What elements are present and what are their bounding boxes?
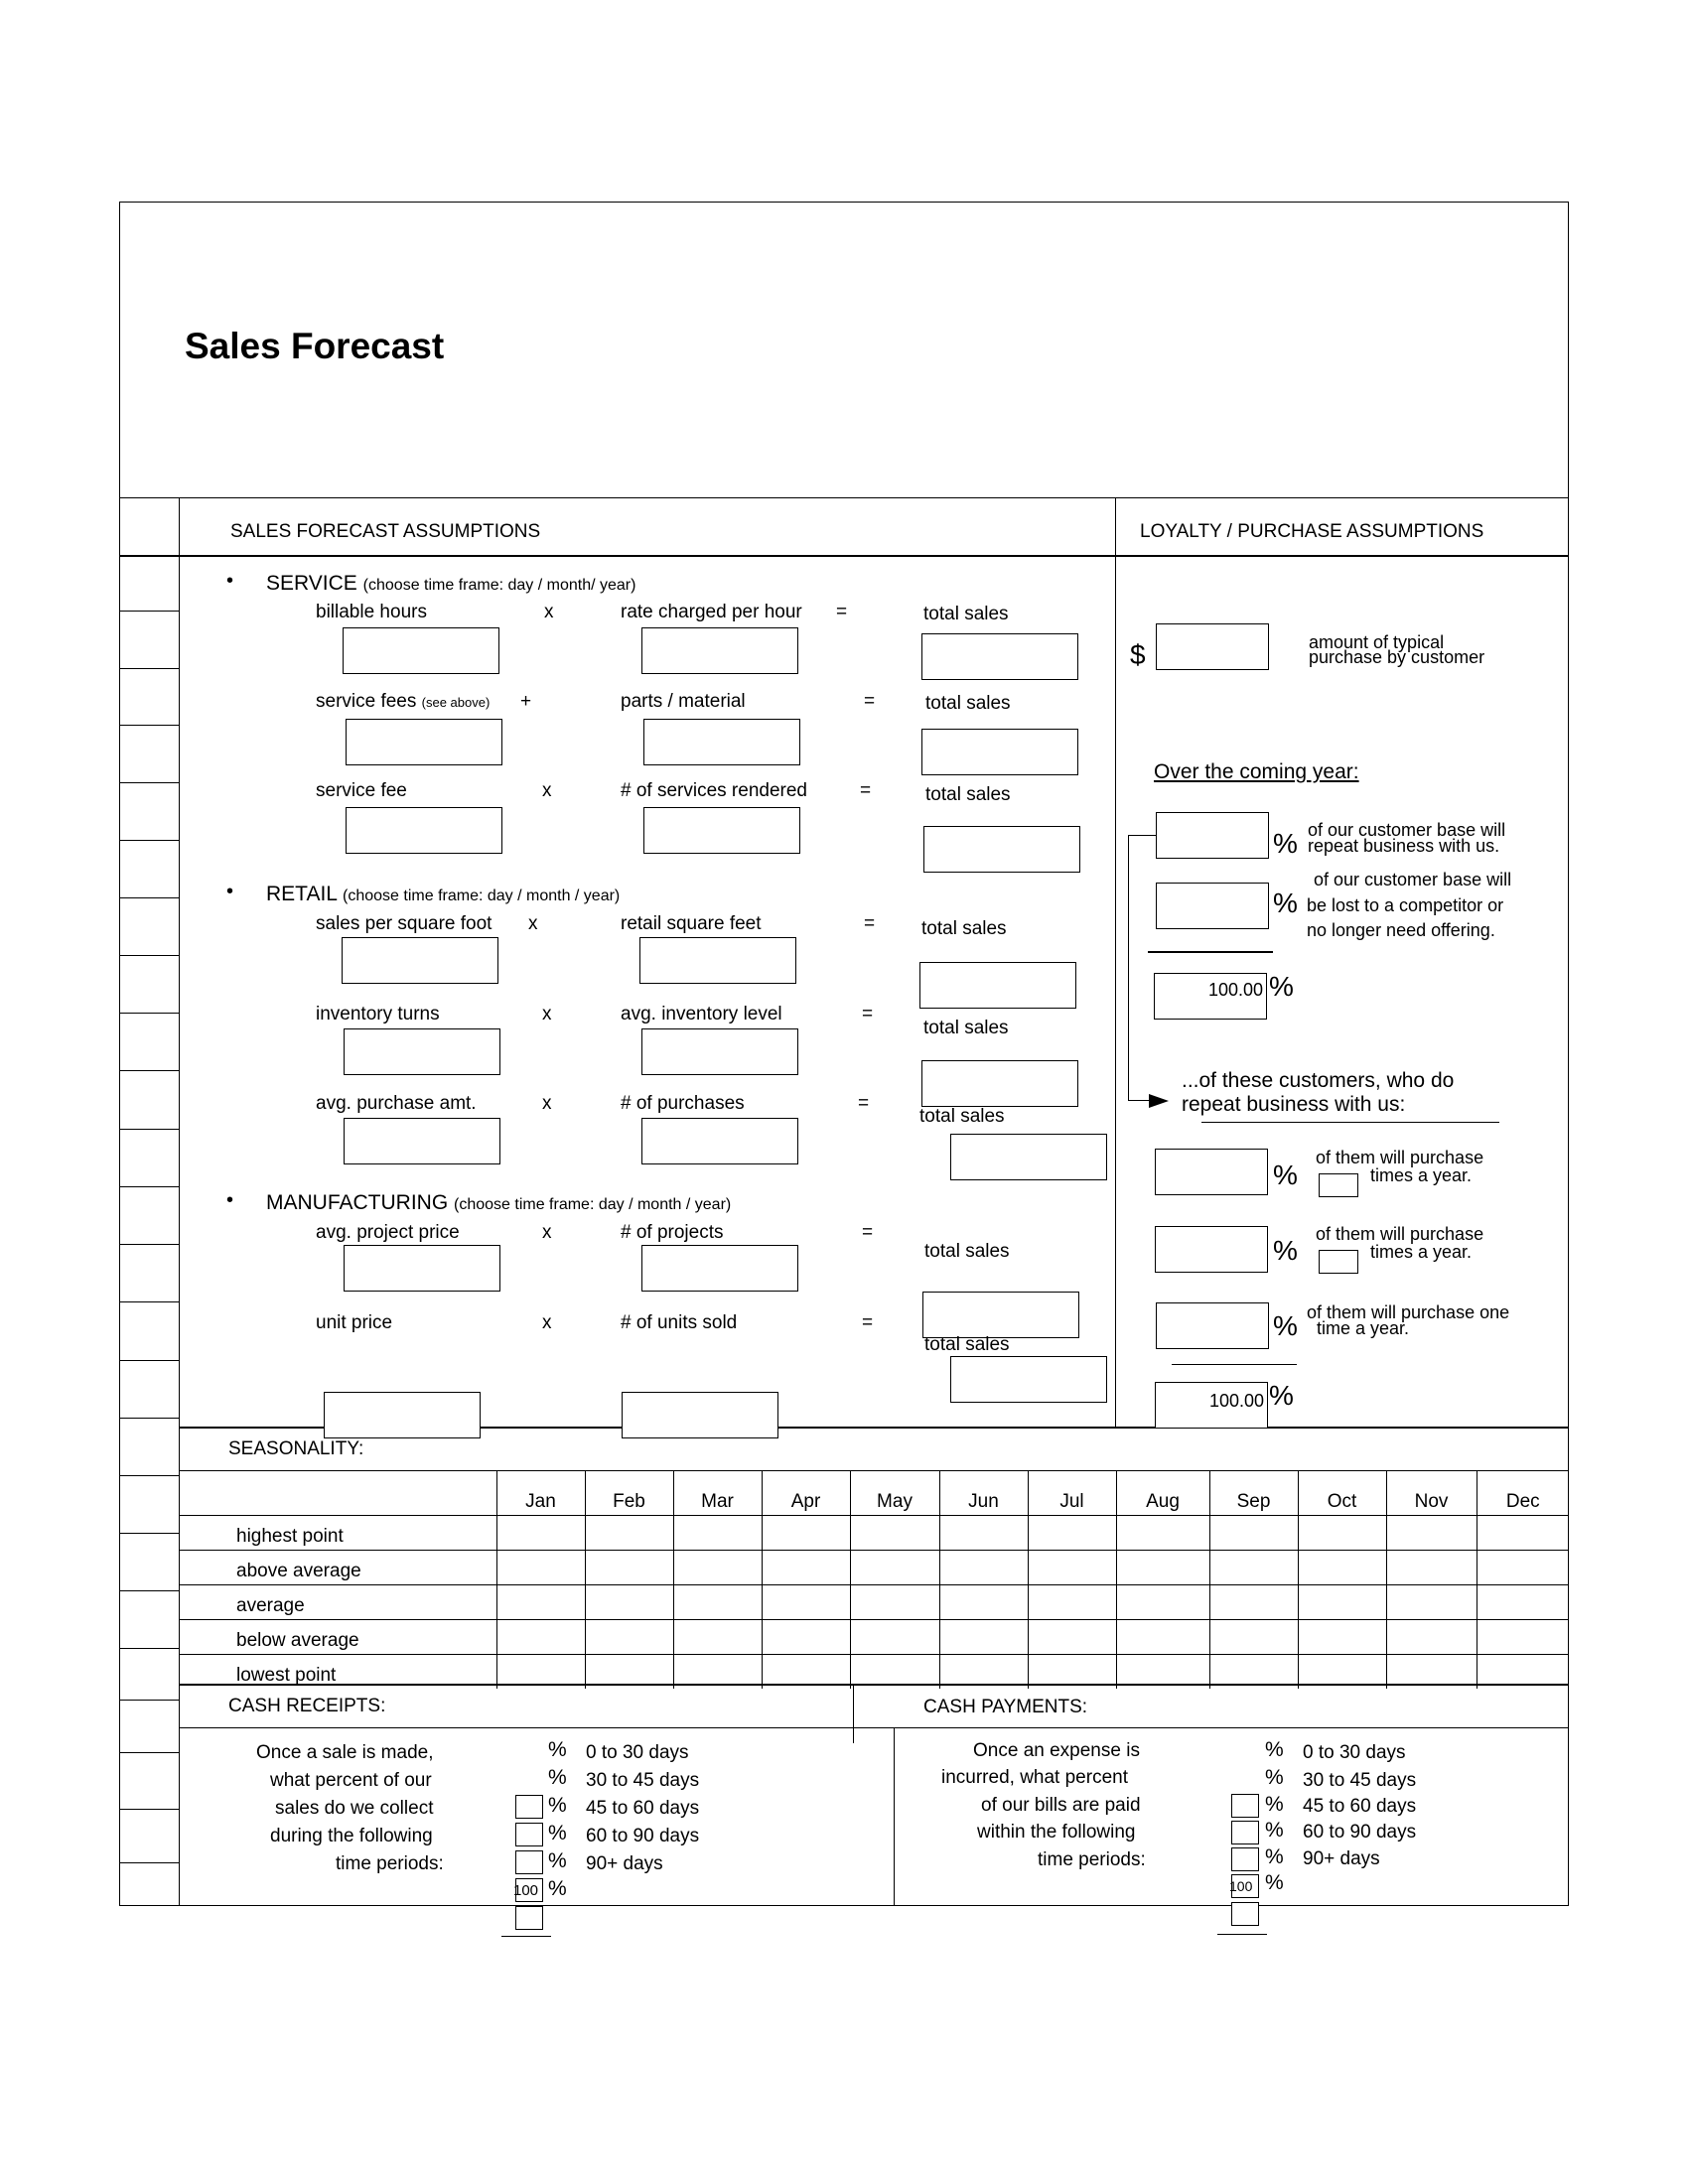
season-cell[interactable] <box>673 1516 762 1551</box>
month-header: Nov <box>1386 1470 1477 1516</box>
season-cell[interactable] <box>496 1585 585 1620</box>
season-cell[interactable] <box>762 1620 850 1655</box>
operator: x <box>542 1222 552 1243</box>
pct-sign: % <box>1265 1766 1284 1789</box>
page-title: Sales Forecast <box>185 326 445 366</box>
projects-input[interactable] <box>641 1245 798 1292</box>
inventory-level-input[interactable] <box>641 1028 798 1075</box>
inventory-turns-input[interactable] <box>344 1028 500 1075</box>
table-row <box>179 1655 1569 1690</box>
inventory-total-sales-input[interactable] <box>921 1060 1078 1107</box>
season-cell[interactable] <box>1028 1551 1116 1585</box>
payments-text-2: incurred, what percent <box>941 1767 1128 1788</box>
total-sales-label: total sales <box>924 1241 1010 1262</box>
services-rendered-input[interactable] <box>643 807 800 854</box>
service-fees-input[interactable] <box>346 719 502 765</box>
table-row <box>179 1620 1569 1655</box>
margin-tick <box>119 1070 179 1071</box>
season-cell[interactable] <box>850 1585 939 1620</box>
header-top-rule <box>119 497 1569 498</box>
receipts-text-2: what percent of our <box>270 1770 432 1791</box>
receipts-period: 90+ days <box>586 1853 663 1874</box>
season-cell[interactable] <box>496 1620 585 1655</box>
season-cell[interactable] <box>850 1551 939 1585</box>
service-label-text: SERVICE <box>266 572 357 595</box>
pct-sign: % <box>1269 971 1294 1002</box>
purchase-c-text-1: of them will purchase one <box>1307 1302 1510 1322</box>
receipt-pct-input[interactable] <box>515 1823 543 1846</box>
receipt-pct-input[interactable] <box>515 1906 543 1930</box>
operator: x <box>528 913 538 934</box>
typical-purchase-input[interactable] <box>1156 623 1269 670</box>
sum-rule <box>1217 1934 1267 1935</box>
season-cell[interactable] <box>1116 1655 1209 1690</box>
season-cell[interactable] <box>673 1655 762 1690</box>
payment-pct-input[interactable] <box>1231 1794 1259 1818</box>
bullet: • <box>226 881 234 902</box>
season-cell[interactable] <box>1116 1516 1209 1551</box>
season-cell[interactable] <box>1477 1655 1569 1690</box>
month-header: Jun <box>939 1470 1028 1516</box>
purchase-a-times-input[interactable] <box>1319 1173 1358 1197</box>
receipts-text-4: during the following <box>270 1826 433 1846</box>
season-cell[interactable] <box>585 1551 673 1585</box>
pct-sign: % <box>548 1794 567 1817</box>
loyalty-assumptions-header: LOYALTY / PURCHASE ASSUMPTIONS <box>1140 521 1484 542</box>
margin-tick <box>119 1752 179 1753</box>
cash-header-rule <box>179 1727 1569 1728</box>
operator: x <box>544 602 554 622</box>
margin-tick <box>119 1418 179 1419</box>
margin-tick <box>119 1301 179 1302</box>
of-these-text-1: ...of these customers, who do <box>1182 1069 1455 1092</box>
repeat-text-1: of our customer base will <box>1308 820 1506 840</box>
loyalty-divider <box>1115 497 1116 1427</box>
lost-pct-input[interactable] <box>1156 883 1269 929</box>
purchases-total-sales-input[interactable] <box>950 1134 1107 1180</box>
table-row <box>179 1516 1569 1551</box>
pct-sign: % <box>1265 1793 1284 1816</box>
season-cell[interactable] <box>1298 1516 1386 1551</box>
margin-tick <box>119 1475 179 1476</box>
pct-sign: % <box>548 1822 567 1844</box>
month-header: Jul <box>1028 1470 1116 1516</box>
payments-period: 90+ days <box>1303 1848 1380 1869</box>
units-total-sales-input[interactable] <box>950 1356 1107 1403</box>
receipts-text-1: Once a sale is made, <box>256 1742 434 1763</box>
operator: x <box>542 780 552 801</box>
dollar-sign: $ <box>1130 639 1146 670</box>
purchase-total-value: 100.00 <box>1208 1391 1264 1411</box>
season-cell[interactable] <box>585 1620 673 1655</box>
equals: = <box>862 1312 874 1333</box>
season-cell[interactable] <box>1028 1620 1116 1655</box>
bracket-bottom <box>1128 1100 1150 1101</box>
payment-pct-input[interactable] <box>1231 1902 1259 1926</box>
over-coming-year: Over the coming year: <box>1154 760 1359 783</box>
season-cell[interactable] <box>1298 1551 1386 1585</box>
row-label: below average <box>179 1620 496 1655</box>
margin-tick <box>119 1244 179 1245</box>
purchase-a-pct-input[interactable] <box>1155 1149 1268 1195</box>
billable-hours-input[interactable] <box>343 627 499 674</box>
season-cell[interactable] <box>585 1585 673 1620</box>
month-header: Apr <box>762 1470 850 1516</box>
payments-text-1: Once an expense is <box>973 1740 1140 1761</box>
payment-pct-input[interactable] <box>1231 1847 1259 1871</box>
receipts-period: 45 to 60 days <box>586 1798 700 1819</box>
month-header: May <box>850 1470 939 1516</box>
operator: + <box>520 691 532 712</box>
total-sales-label: total sales <box>924 1334 1010 1355</box>
purchase-b-pct-input[interactable] <box>1155 1226 1268 1273</box>
receipts-text-3: sales do we collect <box>275 1798 434 1819</box>
season-cell[interactable] <box>1028 1516 1116 1551</box>
total-sales-label: total sales <box>919 1106 1005 1127</box>
pct-sign: % <box>1265 1871 1284 1894</box>
season-cell[interactable] <box>585 1655 673 1690</box>
purchase-b-text-2: times a year. <box>1370 1242 1473 1262</box>
rate-label: rate charged per hour <box>621 602 802 622</box>
receipts-total-value: 100 <box>513 1882 539 1899</box>
billable-hours-label: billable hours <box>316 602 427 622</box>
margin-tick <box>119 1533 179 1534</box>
parts-total-sales-input[interactable] <box>921 729 1078 775</box>
season-cell[interactable] <box>496 1551 585 1585</box>
avg-purchase-label: avg. purchase amt. <box>316 1093 477 1114</box>
margin-tick <box>119 955 179 956</box>
header-bottom-rule <box>119 555 1569 557</box>
sales-assumptions-header: SALES FORECAST ASSUMPTIONS <box>230 521 541 542</box>
margin-tick <box>119 1700 179 1701</box>
season-cell[interactable] <box>1209 1551 1298 1585</box>
season-cell[interactable] <box>1116 1620 1209 1655</box>
margin-tick <box>119 1648 179 1649</box>
season-cell[interactable] <box>1386 1620 1477 1655</box>
payments-period: 0 to 30 days <box>1303 1742 1406 1763</box>
service-timeframe-note: (choose time frame: day / month/ year) <box>362 577 636 594</box>
season-cell[interactable] <box>1209 1585 1298 1620</box>
season-cell[interactable] <box>585 1516 673 1551</box>
rendered-total-sales-input[interactable] <box>923 826 1080 873</box>
pct-sign: % <box>548 1766 567 1789</box>
margin-tick <box>119 1129 179 1130</box>
equals: = <box>858 1093 870 1114</box>
season-cell[interactable] <box>939 1655 1028 1690</box>
pct-sign: % <box>1273 1310 1298 1341</box>
season-cell[interactable] <box>1028 1585 1116 1620</box>
cash-header-tick <box>853 1684 854 1743</box>
margin-tick <box>119 1186 179 1187</box>
see-above-note: (see above) <box>421 695 491 710</box>
pct-sign: % <box>1273 828 1298 859</box>
project-price-label: avg. project price <box>316 1222 460 1243</box>
seasonality-table <box>179 1470 1569 1689</box>
retail-label-text: RETAIL <box>266 883 338 905</box>
sqft-total-sales-input[interactable] <box>919 962 1076 1009</box>
retail-label <box>266 884 620 904</box>
pct-sign: % <box>1269 1380 1294 1411</box>
cash-payments-label: CASH PAYMENTS: <box>923 1697 1088 1717</box>
margin-tick <box>119 897 179 898</box>
total-sales-label: total sales <box>923 604 1009 624</box>
service-label <box>266 573 635 594</box>
repeat-pct-input[interactable] <box>1156 812 1269 859</box>
season-cell[interactable] <box>1386 1655 1477 1690</box>
total-sales-label: total sales <box>925 784 1011 805</box>
payments-text-5: time periods: <box>1038 1849 1146 1870</box>
receipt-pct-input[interactable] <box>515 1850 543 1874</box>
repeat-text-2: repeat business with us. <box>1308 836 1500 856</box>
service-fees-label <box>316 692 490 711</box>
payments-text-3: of our bills are paid <box>981 1795 1141 1816</box>
season-cell[interactable] <box>673 1551 762 1585</box>
purchases-input[interactable] <box>641 1118 798 1164</box>
season-cell[interactable] <box>1477 1516 1569 1551</box>
season-cell[interactable] <box>496 1516 585 1551</box>
total-sales-label: total sales <box>923 1018 1009 1038</box>
receipts-period: 60 to 90 days <box>586 1826 700 1846</box>
pct-sign: % <box>1265 1845 1284 1868</box>
projects-label: # of projects <box>621 1222 724 1243</box>
payment-pct-input[interactable] <box>1231 1821 1259 1844</box>
services-rendered-label: # of services rendered <box>621 780 807 801</box>
season-cell[interactable] <box>762 1655 850 1690</box>
project-price-input[interactable] <box>344 1245 500 1292</box>
season-cell[interactable] <box>939 1551 1028 1585</box>
margin-tick <box>119 782 179 783</box>
total-sales-label: total sales <box>921 918 1007 939</box>
month-header-row <box>179 1470 1569 1516</box>
operator: x <box>542 1004 552 1024</box>
purchase-b-text-1: of them will purchase <box>1316 1224 1484 1244</box>
season-cell[interactable] <box>1028 1655 1116 1690</box>
units-sold-input[interactable] <box>622 1392 778 1438</box>
season-cell[interactable] <box>673 1620 762 1655</box>
equals: = <box>860 780 872 801</box>
service-fee-label: service fee <box>316 780 407 801</box>
receipts-period: 30 to 45 days <box>586 1770 700 1791</box>
parts-input[interactable] <box>643 719 800 765</box>
bullet: • <box>226 570 234 592</box>
loyalty-total-value: 100.00 <box>1207 980 1263 1000</box>
pct-sign: % <box>548 1738 567 1761</box>
season-cell[interactable] <box>1116 1551 1209 1585</box>
avg-purchase-input[interactable] <box>344 1118 500 1164</box>
sales-per-sqft-label: sales per square foot <box>316 913 492 934</box>
month-header: Sep <box>1209 1470 1298 1516</box>
operator: x <box>542 1093 552 1114</box>
season-cell[interactable] <box>1209 1516 1298 1551</box>
purchase-c-pct-input[interactable] <box>1156 1302 1269 1349</box>
payments-period: 30 to 45 days <box>1303 1770 1417 1791</box>
purchase-a-text-1: of them will purchase <box>1316 1148 1484 1167</box>
season-cell[interactable] <box>1386 1585 1477 1620</box>
purchase-a-text-2: times a year. <box>1370 1165 1473 1185</box>
margin-tick <box>119 1590 179 1591</box>
sales-per-sqft-input[interactable] <box>342 937 498 984</box>
service-total-sales-input[interactable] <box>921 633 1078 680</box>
manufacturing-label <box>266 1192 731 1213</box>
service-fee-input[interactable] <box>346 807 502 854</box>
purchase-c-text-2: time a year. <box>1317 1318 1410 1338</box>
unit-price-input[interactable] <box>324 1392 481 1438</box>
season-cell[interactable] <box>1386 1516 1477 1551</box>
season-cell[interactable] <box>1386 1551 1477 1585</box>
season-cell[interactable] <box>1477 1551 1569 1585</box>
payments-total-value: 100 <box>1229 1878 1253 1894</box>
season-cell[interactable] <box>673 1585 762 1620</box>
margin-tick <box>119 611 179 612</box>
season-cell[interactable] <box>1209 1655 1298 1690</box>
season-cell[interactable] <box>496 1655 585 1690</box>
season-cell[interactable] <box>850 1620 939 1655</box>
season-cell[interactable] <box>939 1620 1028 1655</box>
month-header: Aug <box>1116 1470 1209 1516</box>
equals: = <box>836 602 848 622</box>
cash-divider <box>894 1727 895 1906</box>
season-cell[interactable] <box>939 1585 1028 1620</box>
typical-purchase-text-1: amount of typical <box>1309 632 1445 652</box>
margin-tick <box>119 668 179 669</box>
purchase-b-times-input[interactable] <box>1319 1250 1358 1274</box>
cash-receipts-label: CASH RECEIPTS: <box>228 1696 386 1716</box>
manufacturing-timeframe-note: (choose time frame: day / month / year) <box>454 1196 732 1213</box>
equals: = <box>864 691 876 712</box>
season-cell[interactable] <box>850 1655 939 1690</box>
row-label: lowest point <box>179 1655 496 1690</box>
season-cell[interactable] <box>939 1516 1028 1551</box>
pct-sign: % <box>1273 887 1298 918</box>
season-cell[interactable] <box>1477 1620 1569 1655</box>
seasonality-label: SEASONALITY: <box>228 1438 364 1459</box>
receipts-period: 0 to 30 days <box>586 1742 689 1763</box>
blank-cell <box>179 1470 496 1516</box>
arrow-head-icon <box>1149 1094 1169 1108</box>
season-cell[interactable] <box>1477 1585 1569 1620</box>
inventory-level-label: avg. inventory level <box>621 1004 782 1024</box>
month-header: Feb <box>585 1470 673 1516</box>
receipts-text-5: time periods: <box>336 1853 444 1874</box>
row-label: average <box>179 1585 496 1620</box>
units-sold-label: # of units sold <box>621 1312 738 1333</box>
row-label: highest point <box>179 1516 496 1551</box>
month-header: Jan <box>496 1470 585 1516</box>
margin-tick <box>119 725 179 726</box>
month-header: Oct <box>1298 1470 1386 1516</box>
manufacturing-label-text: MANUFACTURING <box>266 1191 449 1214</box>
payments-period: 60 to 90 days <box>1303 1822 1417 1843</box>
pct-sign: % <box>1273 1160 1298 1190</box>
retail-timeframe-note: (choose time frame: day / month / year) <box>343 887 621 904</box>
lost-text-2: be lost to a competitor or <box>1307 895 1504 915</box>
lost-text-1: of our customer base will <box>1314 870 1512 889</box>
margin-tick <box>119 1360 179 1361</box>
lost-text-3: no longer need offering. <box>1307 920 1495 940</box>
month-header: Dec <box>1477 1470 1569 1516</box>
equals: = <box>864 913 876 934</box>
operator: x <box>542 1312 552 1333</box>
payments-period: 45 to 60 days <box>1303 1796 1417 1817</box>
equals: = <box>862 1222 874 1243</box>
table-row <box>179 1551 1569 1585</box>
pct-sign: % <box>1265 1819 1284 1842</box>
season-cell[interactable] <box>762 1551 850 1585</box>
margin-tick <box>119 840 179 841</box>
season-cell[interactable] <box>1298 1655 1386 1690</box>
month-header: Mar <box>673 1470 762 1516</box>
row-label: above average <box>179 1551 496 1585</box>
retail-sqft-input[interactable] <box>639 937 796 984</box>
margin-tick <box>119 1862 179 1863</box>
margin-column-rule <box>179 497 180 1906</box>
receipt-pct-input[interactable] <box>515 1795 543 1819</box>
pct-sign: % <box>1273 1235 1298 1266</box>
season-cell[interactable] <box>762 1516 850 1551</box>
of-these-underline <box>1201 1122 1499 1123</box>
parts-label: parts / material <box>621 691 746 712</box>
unit-price-label: unit price <box>316 1312 393 1333</box>
pct-sign: % <box>1265 1738 1284 1761</box>
sum-rule <box>1172 1364 1297 1365</box>
typical-purchase-text-2: purchase by customer <box>1309 647 1485 667</box>
season-cell[interactable] <box>1209 1620 1298 1655</box>
total-sales-label: total sales <box>925 693 1011 714</box>
season-cell[interactable] <box>1298 1585 1386 1620</box>
pct-sign: % <box>548 1877 567 1900</box>
season-cell[interactable] <box>1298 1620 1386 1655</box>
retail-sqft-label: retail square feet <box>621 913 762 934</box>
rate-input[interactable] <box>641 627 798 674</box>
service-fees-text: service fees <box>316 691 417 712</box>
payments-text-4: within the following <box>977 1822 1136 1843</box>
sum-rule <box>501 1936 551 1937</box>
season-cell[interactable] <box>850 1516 939 1551</box>
sum-rule <box>1148 951 1273 953</box>
season-cell[interactable] <box>762 1585 850 1620</box>
bracket-vertical <box>1128 835 1129 1101</box>
margin-tick <box>119 1013 179 1014</box>
season-cell[interactable] <box>1116 1585 1209 1620</box>
purchases-label: # of purchases <box>621 1093 745 1114</box>
of-these-text-2: repeat business with us: <box>1182 1093 1406 1116</box>
pct-sign: % <box>548 1849 567 1872</box>
table-row <box>179 1585 1569 1620</box>
projects-total-sales-input[interactable] <box>922 1292 1079 1338</box>
equals: = <box>862 1004 874 1024</box>
inventory-turns-label: inventory turns <box>316 1004 440 1024</box>
bracket-top <box>1128 835 1156 836</box>
bullet: • <box>226 1189 234 1211</box>
margin-tick <box>119 1809 179 1810</box>
